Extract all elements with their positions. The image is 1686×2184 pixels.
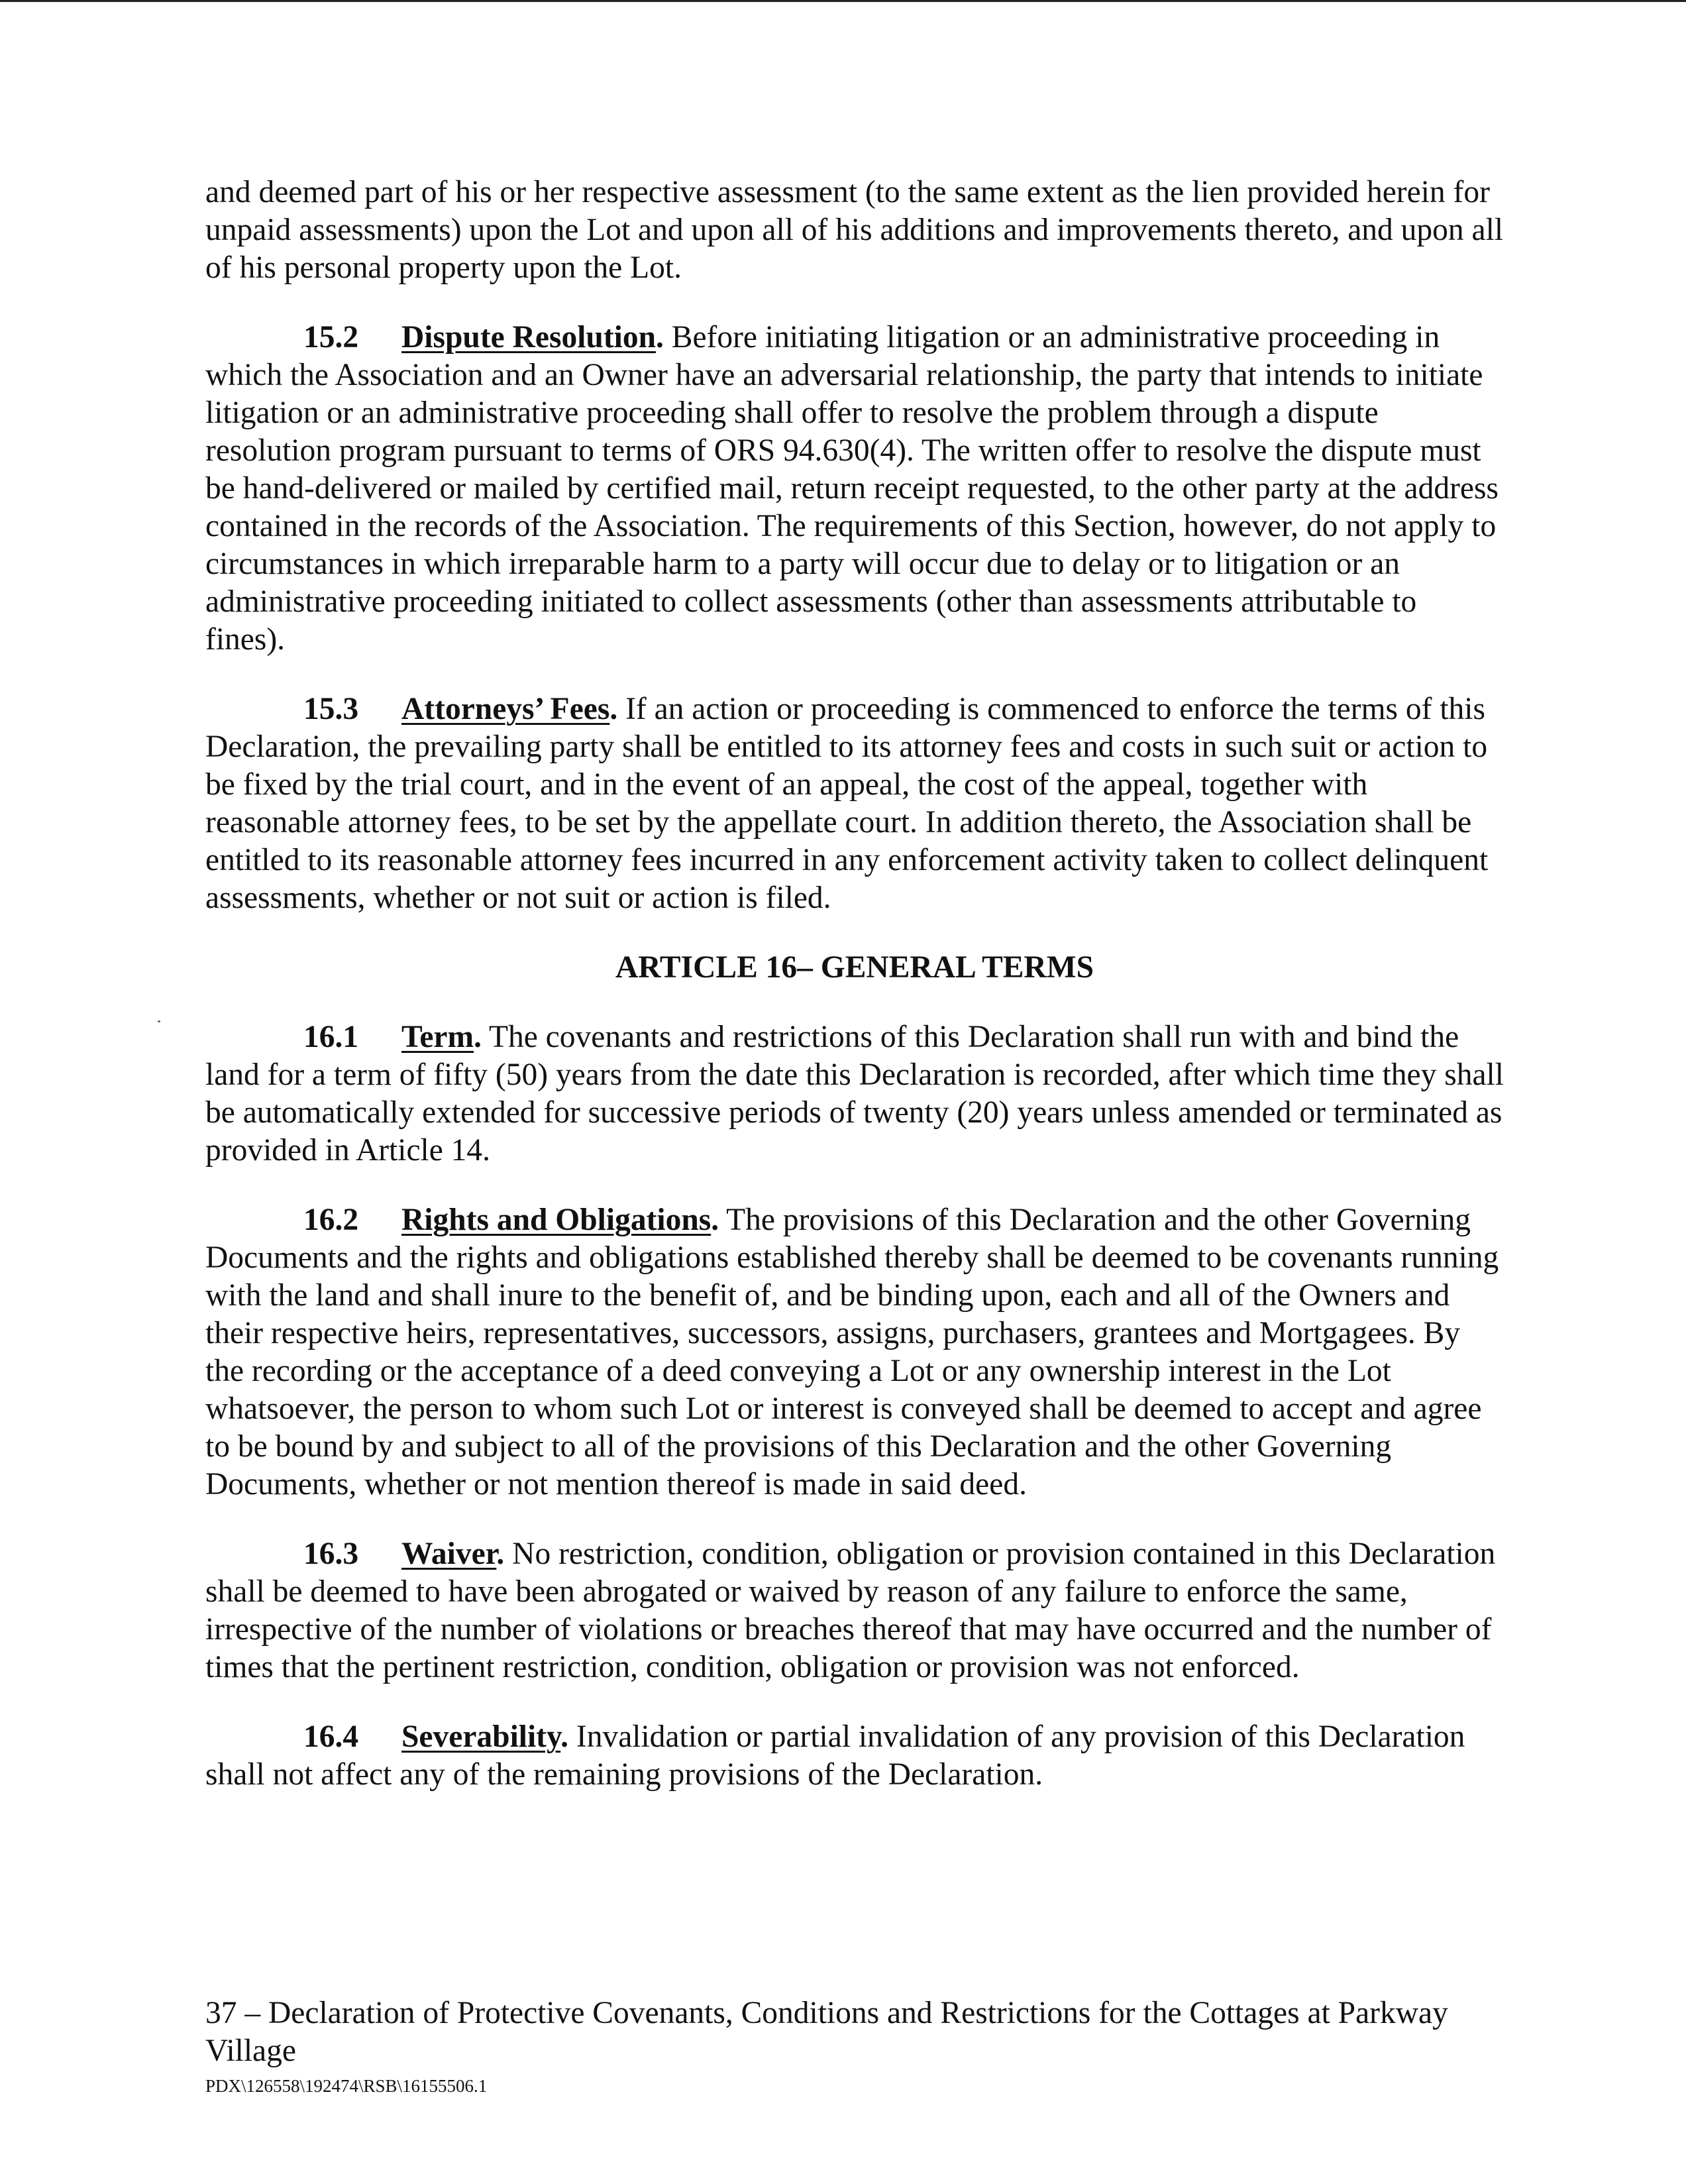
section-number: 16.2 xyxy=(303,1203,359,1237)
section-text: No restriction, condition, obligation or provision contained in this Declaration shall be deemed to have been abrogated or waived by reason of any failure to enforce the same, irrespective of the number of violations or breaches thereof that may have occurred and the number of times that the pertinent restriction, condition, obligation or provision was not enforced. xyxy=(205,1537,1496,1684)
footer-document-code: PDX\126558\192474\RSB\16155506.1 xyxy=(205,2076,488,2096)
page-footer xyxy=(205,1994,1504,2098)
section-title: Waiver xyxy=(401,1537,497,1571)
section-15-2: 15.2 Dispute Resolution. Before initiating litigation or an administrative proceeding in which the Association and an Owner have an adversarial relationship, the party that intends to initiate litigation or an administrative proceeding shall offer to resolve the problem through a dispute resolution program pursuant to terms of ORS 94.630(4). The written offer to resolve the dispute must be hand-delivered or mailed by certified mail, return receipt requested, to the other party at the address contained in the records of the Association. The requirements of this Section, however, do not apply to circumstances in which irreparable harm to a party will occur due to delay or to litigation or an administrative proceeding initiated to collect assessments (other than assessments attributable to fines). xyxy=(205,320,1499,657)
section-text: The provisions of this Declaration and the other Governing Documents and the rights and obligations established thereby shall be deemed to be covenants running with the land and shall inure to the benefit of, and be binding upon, each and all of the Owners and their respective heirs, representatives, successors, assigns, purchasers, grantees and Mortgagees. By the recording or the acceptance of a deed conveying a Lot or any ownership interest in the Lot whatsoever, the person to whom such Lot or interest is conveyed shall be deemed to accept and agree to be bound by and subject to all of the provisions of this Declaration and the other Governing Documents, whether or not mention thereof is made in said deed. xyxy=(205,1203,1499,1502)
section-title: Dispute Resolution xyxy=(401,320,657,355)
section-text: Invalidation or partial invalidation of any provision of this Declaration shall not affect any of the remaining provisions of the Declaration. xyxy=(205,1720,1465,1792)
section-text: The covenants and restrictions of this Declaration shall run with and bind the land for a term of fifty (50) years from the date this Declaration is recorded, after which time they shall be automatically extended for successive periods of twenty (20) years unless amended or terminated as provided in Article 14. xyxy=(205,1020,1504,1168)
section-title: Attorneys’ Fees xyxy=(401,692,610,726)
section-number: 15.3 xyxy=(303,692,359,726)
section-number: 16.1 xyxy=(303,1020,359,1054)
section-16-3: 16.3 Waiver. No restriction, condition, obligation or provision contained in this Declaration shall be deemed to have been abrogated or waived by reason of any failure to enforce the same, irrespective of the number of violations or breaches thereof that may have occurred and the number of times that the pertinent restriction, condition, obligation or provision was not enforced. xyxy=(205,1537,1496,1684)
scan-top-edge xyxy=(0,0,1686,2)
section-16-2: 16.2 Rights and Obligations. The provisions of this Declaration and the other Governing Documents and the rights and obligations established thereby shall be deemed to be covenants running with the land and shall inure to the benefit of, and be binding upon, each and all of the Owners and their respective heirs, representatives, successors, assigns, purchasers, grantees and Mortgagees. By the recording or the acceptance of a deed conveying a Lot or any ownership interest in the Lot whatsoever, the person to whom such Lot or interest is conveyed shall be deemed to accept and agree to be bound by and subject to all of the provisions of this Declaration and the other Governing Documents, whether or not mention thereof is made in said deed. xyxy=(205,1203,1499,1502)
section-title: Severability xyxy=(401,1720,561,1754)
section-15-3: 15.3 Attorneys’ Fees. If an action or proceeding is commenced to enforce the terms of this Declaration, the prevailing party shall be entitled to its attorney fees and costs in such suit or action to be fixed by the trial court, and in the event of an appeal, the cost of the appeal, together with reasonable attorney fees, to be set by the appellate court. In addition thereto, the Association shall be entitled to its reasonable attorney fees incurred in any enforcement activity taken to collect delinquent assessments, whether or not suit or action is filed. xyxy=(205,692,1489,915)
section-16-4: 16.4 Severability. Invalidation or partial invalidation of any provision of this Declaration shall not affect any of the remaining provisions of the Declaration. xyxy=(205,1720,1465,1792)
section-title: Rights and Obligations xyxy=(401,1203,711,1237)
continuation-paragraph: and deemed part of his or her respective assessment (to the same extent as the lien provided herein for unpaid assessments) upon the Lot and upon all of his additions and improvements thereto, and upon all of his personal property upon the Lot. xyxy=(205,175,1504,285)
section-text: If an action or proceeding is commenced to enforce the terms of this Declaration, the prevailing party shall be entitled to its attorney fees and costs in such suit or action to be fixed by the trial court, and in the event of an appeal, the cost of the appeal, together with reasonable attorney fees, to be set by the appellate court. In addition thereto, the Association shall be entitled to its reasonable attorney fees incurred in any enforcement activity taken to collect delinquent assessments, whether or not suit or action is filed. xyxy=(205,692,1489,915)
section-title: Term xyxy=(401,1020,474,1054)
document-body xyxy=(205,174,1504,1826)
section-number: 16.3 xyxy=(303,1537,359,1571)
section-16-1: 16.1 Term. The covenants and restrictions of this Declaration shall run with and bind the land for a term of fifty (50) years from the date this Declaration is recorded, after which time they shall be automatically extended for successive periods of twenty (20) years unless amended or terminated as provided in Article 14. xyxy=(205,1020,1504,1168)
scan-speck xyxy=(158,1020,160,1022)
section-number: 15.2 xyxy=(303,320,359,355)
footer-title: 37 – Declaration of Protective Covenants, Conditions and Restrictions for the Cottages at Parkway Village xyxy=(205,1996,1448,2068)
section-text: Before initiating litigation or an administrative proceeding in which the Association and an Owner have an adversarial relationship, the party that intends to initiate litigation or an administrative proceeding shall offer to resolve the problem through a dispute resolution program pursuant to terms of ORS 94.630(4). The written offer to resolve the dispute must be hand-delivered or mailed by certified mail, return receipt requested, to the other party at the address contained in the records of the Association. The requirements of this Section, however, do not apply to circumstances in which irreparable harm to a party will occur due to delay or to litigation or an administrative proceeding initiated to collect assessments (other than assessments attributable to fines). xyxy=(205,320,1499,657)
section-number: 16.4 xyxy=(303,1720,359,1754)
article-heading: ARTICLE 16– GENERAL TERMS xyxy=(615,950,1094,985)
